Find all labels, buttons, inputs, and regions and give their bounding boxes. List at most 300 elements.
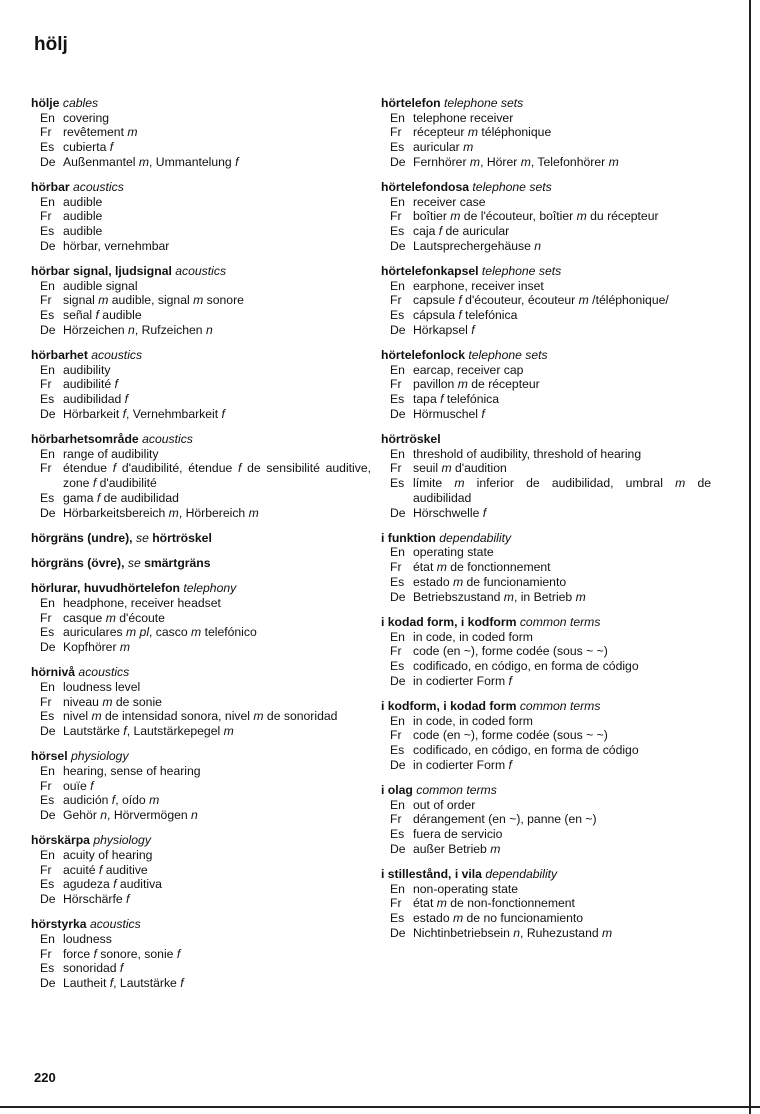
translation-line [381, 674, 711, 689]
translation-line [31, 709, 371, 724]
headword: hölje [31, 96, 60, 110]
subject-field: telephone sets [481, 264, 562, 279]
translation-line [381, 882, 711, 897]
translation-text: hörbar, vernehmbar [63, 238, 170, 253]
translation-text: état m de non-fonctionnement [413, 896, 575, 911]
translation-line [31, 724, 371, 739]
translation-line [31, 392, 371, 407]
language-code: En [390, 110, 405, 125]
entry-heading [31, 432, 371, 447]
translation-line [31, 863, 371, 878]
translation-line [31, 779, 371, 794]
translation-text: out of order [413, 797, 476, 812]
subject-field: physiology [70, 749, 129, 764]
page-number: 220 [34, 1070, 56, 1085]
language-code: De [390, 238, 406, 253]
translation-line [31, 680, 371, 695]
translation-line [381, 125, 711, 140]
entry-heading [31, 556, 371, 571]
translation-line [381, 476, 711, 505]
entry-heading [31, 749, 371, 764]
language-code: Es [40, 625, 55, 640]
language-code: Fr [390, 896, 402, 911]
translation-line [381, 377, 711, 392]
translation-line [381, 560, 711, 575]
left-column [31, 96, 371, 1001]
entry-heading [31, 264, 371, 279]
subject-field: acoustics [175, 264, 227, 279]
translation-text: receiver case [413, 194, 486, 209]
translation-text: señal f audible [63, 308, 142, 323]
translation-line [31, 976, 371, 991]
language-code: Es [40, 224, 55, 239]
translation-line [31, 377, 371, 392]
language-code: Fr [40, 694, 52, 709]
dictionary-entry [381, 96, 711, 170]
translation-line [31, 155, 371, 170]
translation-text: dérangement (en ~), panne (en ~) [413, 812, 597, 827]
translation-text: seuil m d'audition [413, 461, 507, 476]
dictionary-entry [381, 264, 711, 338]
entry-heading [381, 264, 711, 279]
translation-line [31, 407, 371, 422]
language-code: Fr [40, 610, 52, 625]
translation-text: in code, in coded form [413, 713, 533, 728]
dictionary-entry [381, 615, 711, 689]
translation-line [381, 812, 711, 827]
translation-line [381, 714, 711, 729]
translation-line [31, 125, 371, 140]
translation-text: casque m d'écoute [63, 610, 165, 625]
translation-line [381, 323, 711, 338]
entry-heading [31, 531, 371, 546]
translation-text: auriculares m pl, casco m telefónico [63, 625, 257, 640]
language-code: Fr [40, 125, 52, 140]
language-code: En [40, 679, 55, 694]
translation-line [381, 827, 711, 842]
subject-field: se [135, 530, 149, 545]
subject-field: acoustics [142, 432, 193, 447]
language-code: Es [390, 574, 405, 589]
dictionary-entry [31, 833, 371, 907]
headword: hörsel [31, 749, 68, 764]
language-code: Fr [390, 461, 402, 476]
translation-text: hearing, sense of hearing [63, 763, 201, 778]
language-code: En [390, 362, 405, 377]
entry-heading [381, 783, 711, 798]
translation-text: codificado, en código, en forma de código [413, 742, 639, 757]
language-code: Es [40, 392, 55, 407]
translation-text: audición f, oído m [63, 793, 160, 808]
entry-heading [381, 180, 711, 195]
language-code: Es [390, 742, 405, 757]
headword: hörstyrka [31, 917, 87, 932]
language-code: En [390, 881, 405, 896]
subject-field: telephone sets [468, 348, 548, 363]
translation-text: récepteur m téléphonique [413, 125, 552, 140]
translation-text: revêtement m [63, 125, 138, 140]
translation-line [381, 140, 711, 155]
language-code: Fr [40, 377, 52, 392]
language-code: Es [40, 308, 55, 323]
subject-field: cables [62, 96, 99, 110]
translation-line [31, 140, 371, 155]
language-code: Fr [390, 644, 402, 659]
translation-line [381, 590, 711, 605]
translation-text: état m de fonctionnement [413, 560, 551, 575]
right-column [381, 96, 711, 951]
translation-line [381, 155, 711, 170]
translation-text: Hörschärfe f [63, 892, 130, 907]
translation-text: Gehör n, Hörvermögen n [63, 808, 198, 823]
subject-field: se [127, 555, 141, 570]
headword: hörbar signal, ljudsignal [31, 264, 172, 279]
entry-heading [381, 615, 711, 630]
translation-text: nivel m de intensidad sonora, nivel m de sonoridad [63, 709, 338, 724]
translation-line [381, 506, 711, 521]
translation-line [381, 447, 711, 462]
translation-line [31, 764, 371, 779]
translation-line [31, 596, 371, 611]
language-code: De [390, 406, 406, 421]
language-code: De [40, 892, 56, 907]
translation-text: gama f de audibilidad [63, 490, 179, 505]
translation-text: in code, in coded form [413, 629, 533, 644]
translation-text: codificado, en código, en forma de código [413, 658, 639, 673]
translation-text: étendue f d'audibilité, étendue f de sensibilité auditive, zone f d'audibilité [63, 461, 371, 491]
translation-text: in codierter Form f [413, 757, 512, 772]
language-code: Es [390, 308, 405, 323]
language-code: En [40, 763, 55, 778]
language-code: En [390, 545, 405, 560]
language-code: Es [390, 476, 405, 491]
headword: hörtelefonlock [381, 348, 465, 363]
headword: i kodad form, i kodform [381, 614, 517, 629]
translation-text: acuité f auditive [63, 862, 148, 877]
translation-line [381, 239, 711, 254]
translation-line [381, 842, 711, 857]
language-code: Es [40, 709, 55, 724]
translation-text: loudness level [63, 679, 141, 694]
language-code: Es [390, 658, 405, 673]
subject-field: common terms [519, 614, 601, 629]
translation-line [31, 363, 371, 378]
entry-heading [381, 348, 711, 363]
language-code: Es [390, 224, 405, 239]
translation-text: estado m de funcionamiento [413, 574, 567, 589]
language-code: De [40, 238, 56, 253]
translation-text: Hörkapsel f [413, 322, 475, 337]
translation-line [31, 239, 371, 254]
language-code: De [390, 322, 406, 337]
dictionary-entry [381, 432, 711, 520]
language-code: De [390, 841, 406, 856]
language-code: Fr [390, 125, 402, 140]
language-code: Fr [390, 293, 402, 308]
translation-text: límite m inferior de audibilidad, umbral m de audibilidad [413, 476, 712, 505]
translation-text: headphone, receiver headset [63, 595, 221, 610]
language-code: Fr [40, 946, 52, 961]
headword: hörtelefonkapsel [381, 264, 479, 279]
translation-line [381, 644, 711, 659]
cross-reference: smärtgräns [144, 555, 211, 570]
dictionary-entry [31, 749, 371, 823]
language-code: De [390, 673, 406, 688]
language-code: De [40, 976, 56, 991]
headword: hörlurar, huvudhörtelefon [31, 581, 180, 596]
dictionary-entry [31, 581, 371, 655]
translation-line [381, 575, 711, 590]
language-code: Fr [40, 461, 52, 476]
translation-text: auricular m [413, 140, 474, 155]
translation-text: Kopfhörer m [63, 640, 131, 654]
translation-line [381, 926, 711, 941]
translation-line [381, 728, 711, 743]
dictionary-entry [31, 531, 371, 546]
headword: i funktion [381, 530, 436, 545]
translation-line [381, 209, 711, 224]
language-code: Fr [390, 209, 402, 224]
headword: hörtelefondosa [381, 180, 470, 195]
language-code: Fr [40, 209, 52, 224]
entry-heading [381, 432, 711, 447]
subject-field: telephony [183, 581, 237, 596]
subject-field: dependability [439, 530, 512, 545]
entry-heading [31, 581, 371, 596]
translation-line [31, 224, 371, 239]
dictionary-entry [381, 531, 711, 605]
translation-text: operating state [413, 545, 494, 560]
translation-text: audibilidad f [63, 392, 129, 407]
language-code: De [40, 505, 56, 520]
language-code: De [390, 757, 406, 772]
translation-line [381, 407, 711, 422]
language-code: Fr [40, 862, 52, 877]
translation-text: boîtier m de l'écouteur, boîtier m du récepteur [413, 209, 659, 224]
dictionary-entry [31, 917, 371, 991]
language-code: Fr [390, 377, 402, 392]
subject-field: acoustics [91, 348, 143, 363]
translation-line [381, 911, 711, 926]
language-code: Es [40, 961, 55, 976]
translation-text: acuity of hearing [63, 847, 153, 862]
translation-text: audible [63, 209, 103, 224]
translation-line [381, 392, 711, 407]
language-code: Fr [40, 293, 52, 308]
translation-line [31, 323, 371, 338]
language-code: En [390, 194, 405, 209]
translation-line [381, 293, 711, 308]
translation-text: tapa f telefónica [413, 392, 500, 407]
language-code: De [390, 589, 406, 604]
translation-line [31, 111, 371, 126]
translation-line [381, 224, 711, 239]
language-code: En [40, 847, 55, 862]
language-code: De [40, 154, 56, 169]
cross-reference: hörtröskel [152, 530, 212, 545]
translation-line [31, 209, 371, 224]
translation-line [381, 195, 711, 210]
translation-text: in codierter Form f [413, 673, 512, 688]
headword: i stillestånd, i vila [381, 866, 482, 881]
headword: hörgräns (övre), [31, 555, 125, 570]
translation-line [31, 961, 371, 976]
translation-text: covering [63, 110, 110, 125]
translation-line [31, 293, 371, 308]
language-code: Es [390, 140, 405, 155]
subject-field: acoustics [89, 917, 141, 932]
translation-text: code (en ~), forme codée (sous ~ ~) [413, 644, 608, 659]
language-code: En [390, 446, 405, 461]
translation-line [31, 461, 371, 490]
translation-text: capsule f d'écouteur, écouteur m /téléphonique/ [413, 293, 669, 308]
translation-text: threshold of audibility, threshold of hearing [413, 446, 642, 461]
translation-text: Lautsprechergehäuse n [413, 238, 542, 253]
translation-text: code (en ~), forme codée (sous ~ ~) [413, 728, 608, 743]
translation-line [31, 808, 371, 823]
entry-heading [31, 665, 371, 680]
dictionary-entry [31, 180, 371, 254]
dictionary-entry [381, 348, 711, 422]
translation-text: range of audibility [63, 446, 159, 461]
language-code: En [40, 931, 55, 946]
translation-text: Hörbarkeit f, Vernehmbarkeit f [63, 406, 225, 421]
translation-line [381, 659, 711, 674]
language-code: Fr [390, 560, 402, 575]
translation-text: earcap, receiver cap [413, 362, 524, 377]
translation-line [31, 848, 371, 863]
translation-line [381, 896, 711, 911]
language-code: En [390, 278, 405, 293]
translation-text: ouïe f [63, 778, 94, 793]
translation-line [31, 195, 371, 210]
language-code: De [390, 505, 406, 520]
language-code: De [40, 640, 56, 654]
translation-text: audible [63, 224, 103, 239]
language-code: En [40, 110, 55, 125]
translation-line [381, 461, 711, 476]
language-code: Es [40, 140, 55, 155]
translation-text: Hörmuschel f [413, 406, 485, 421]
translation-line [381, 279, 711, 294]
entry-heading [31, 180, 371, 195]
dictionary-entry [381, 180, 711, 254]
translation-line [31, 308, 371, 323]
running-head: hölj [34, 34, 68, 55]
translation-text: audibilité f [63, 377, 118, 392]
language-code: De [390, 154, 406, 169]
translation-text: non-operating state [413, 881, 519, 896]
language-code: En [390, 629, 405, 644]
entry-heading [31, 833, 371, 848]
translation-text: earphone, receiver inset [413, 278, 544, 293]
translation-text: sonoridad f [63, 961, 124, 976]
subject-field: physiology [93, 833, 151, 848]
translation-text: loudness [63, 931, 112, 946]
translation-text: fuera de servicio [413, 826, 503, 841]
subject-field: telephone sets [443, 96, 524, 110]
translation-line [31, 611, 371, 626]
translation-text: signal m audible, signal m sonore [63, 293, 244, 308]
translation-line [31, 947, 371, 962]
language-code: En [40, 362, 55, 377]
headword: hörtelefon [381, 96, 441, 110]
translation-line [31, 491, 371, 506]
language-code: Es [390, 392, 405, 407]
language-code: En [390, 713, 405, 728]
headword: hörbar [31, 180, 70, 195]
language-code: Fr [40, 778, 52, 793]
language-code: En [40, 278, 55, 293]
translation-text: Hörzeichen n, Rufzeichen n [63, 322, 213, 337]
translation-text: estado m de no funcionamiento [413, 910, 584, 925]
translation-line [381, 363, 711, 378]
language-code: De [40, 406, 56, 421]
language-code: De [390, 925, 406, 940]
translation-line [381, 758, 711, 773]
translation-text: pavillon m de récepteur [413, 377, 540, 392]
language-code: En [40, 446, 55, 461]
translation-text: Hörschwelle f [413, 505, 487, 520]
translation-line [381, 308, 711, 323]
entry-heading [381, 531, 711, 546]
entry-heading [31, 917, 371, 932]
language-code: Es [40, 490, 55, 505]
language-code: De [40, 322, 56, 337]
subject-field: telephone sets [472, 180, 552, 195]
translation-text: Nichtinbetriebsein n, Ruhezustand m [413, 925, 613, 940]
dictionary-entry [381, 867, 711, 941]
translation-text: audible signal [63, 278, 138, 293]
language-code: De [40, 724, 56, 739]
translation-text: Fernhörer m, Hörer m, Telefonhörer m [413, 154, 619, 169]
translation-line [31, 877, 371, 892]
language-code: Es [390, 826, 405, 841]
dictionary-entry [31, 348, 371, 422]
translation-text: cápsula f telefónica [413, 308, 518, 323]
dictionary-entry [381, 699, 711, 773]
headword: hörbarhetsområde [31, 432, 139, 447]
translation-text: agudeza f auditiva [63, 877, 162, 892]
entry-heading [31, 348, 371, 363]
translation-line [31, 793, 371, 808]
headword: hörgräns (undre), [31, 530, 133, 545]
dictionary-entry [31, 432, 371, 520]
translation-line [381, 111, 711, 126]
subject-field: common terms [416, 782, 497, 797]
subject-field: common terms [519, 698, 601, 713]
subject-field: acoustics [73, 180, 124, 195]
language-code: En [390, 797, 405, 812]
headword: hörnivå [31, 665, 76, 680]
language-code: Es [390, 910, 405, 925]
translation-text: audible [63, 194, 103, 209]
translation-line [31, 279, 371, 294]
translation-text: telephone receiver [413, 110, 514, 125]
entry-heading [381, 867, 711, 882]
subject-field: acoustics [78, 665, 130, 680]
headword: hörtröskel [381, 432, 441, 447]
translation-text: audibility [63, 362, 111, 377]
entry-heading [381, 699, 711, 714]
translation-text: außer Betrieb m [413, 841, 501, 856]
translation-line [31, 932, 371, 947]
translation-line [31, 625, 371, 640]
language-code: De [40, 808, 56, 823]
page-edge-right [749, 0, 751, 1114]
entry-heading [31, 96, 371, 111]
headword: hörbarhet [31, 348, 88, 363]
